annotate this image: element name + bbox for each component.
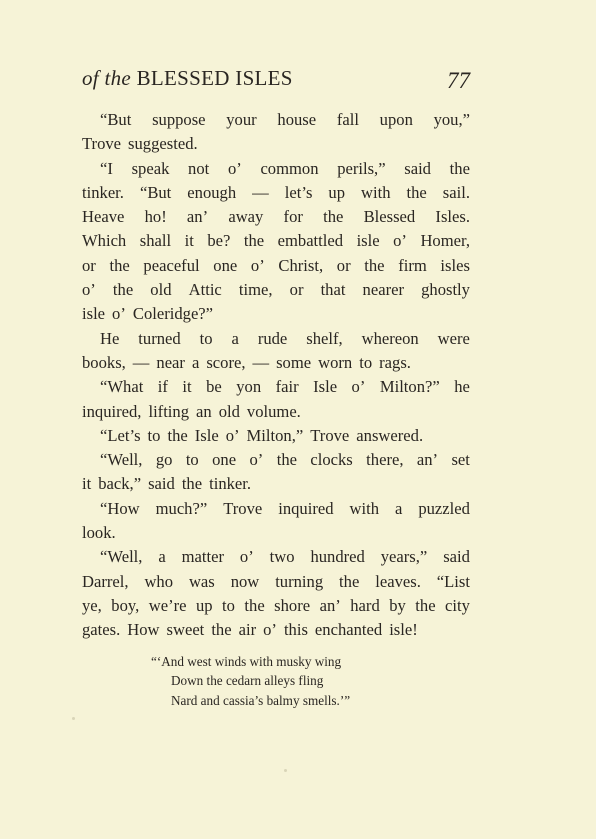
text-line: it back,” said the tinker.	[82, 474, 252, 494]
text-line: gates. How sweet the air o’ this enchanted isle!	[82, 620, 418, 640]
running-head	[82, 66, 293, 91]
running-head-italic: of the	[82, 66, 132, 90]
text-line: tinker. “But enough — let’s up with the sail.	[82, 182, 470, 202]
text-line: look.	[82, 523, 116, 543]
verse-line: Nard and cassia’s balmy smells.’”	[171, 692, 351, 708]
text-line: or the peaceful one o’ Christ, or the firm isles	[82, 255, 470, 275]
text-line: Heave ho! an’ away for the Blessed Isles.	[82, 207, 470, 227]
text-line: o’ the old Attic time, or that nearer ghostly	[82, 280, 470, 300]
verse-line: Down the cedarn alleys fling	[171, 673, 324, 689]
text-line: inquired, lifting an old volume.	[82, 401, 301, 421]
verse-line: “‘And west winds with musky wing	[151, 654, 342, 669]
text-line: “Well, a matter o’ two hundred years,” said	[100, 547, 470, 567]
text-line: ye, boy, we’re up to the shore an’ hard by the city	[82, 595, 470, 615]
text-line: isle o’ Coleridge?”	[82, 304, 214, 324]
text-line: books, — near a score, — some worn to rags.	[82, 352, 411, 372]
text-line: “What if it be yon fair Isle o’ Milton?” he	[100, 377, 470, 397]
text-line: “How much?” Trove inquired with a puzzled	[100, 498, 470, 518]
page-number: 77	[447, 68, 470, 93]
running-head-title: BLESSED ISLES	[136, 66, 293, 90]
paper-speck	[284, 769, 287, 772]
text-line: “Well, go to one o’ the clocks there, an’ set	[100, 450, 470, 470]
text-line: “But suppose your house fall upon you,”	[100, 110, 470, 129]
text-line: “Let’s to the Isle o’ Milton,” Trove answered.	[100, 425, 424, 445]
text-line: He turned to a rude shelf, whereon were	[100, 328, 470, 348]
body-text	[82, 108, 470, 643]
text-line: Darrel, who was now turning the leaves. “List	[82, 571, 470, 591]
text-line: Trove suggested.	[82, 134, 198, 154]
text-line: “I speak not o’ common perils,” said the	[100, 158, 470, 178]
page-header	[82, 64, 470, 98]
verse-quotation	[151, 652, 350, 710]
text-line: Which shall it be? the embattled isle o’ Homer,	[82, 231, 470, 251]
paper-speck	[72, 717, 75, 720]
